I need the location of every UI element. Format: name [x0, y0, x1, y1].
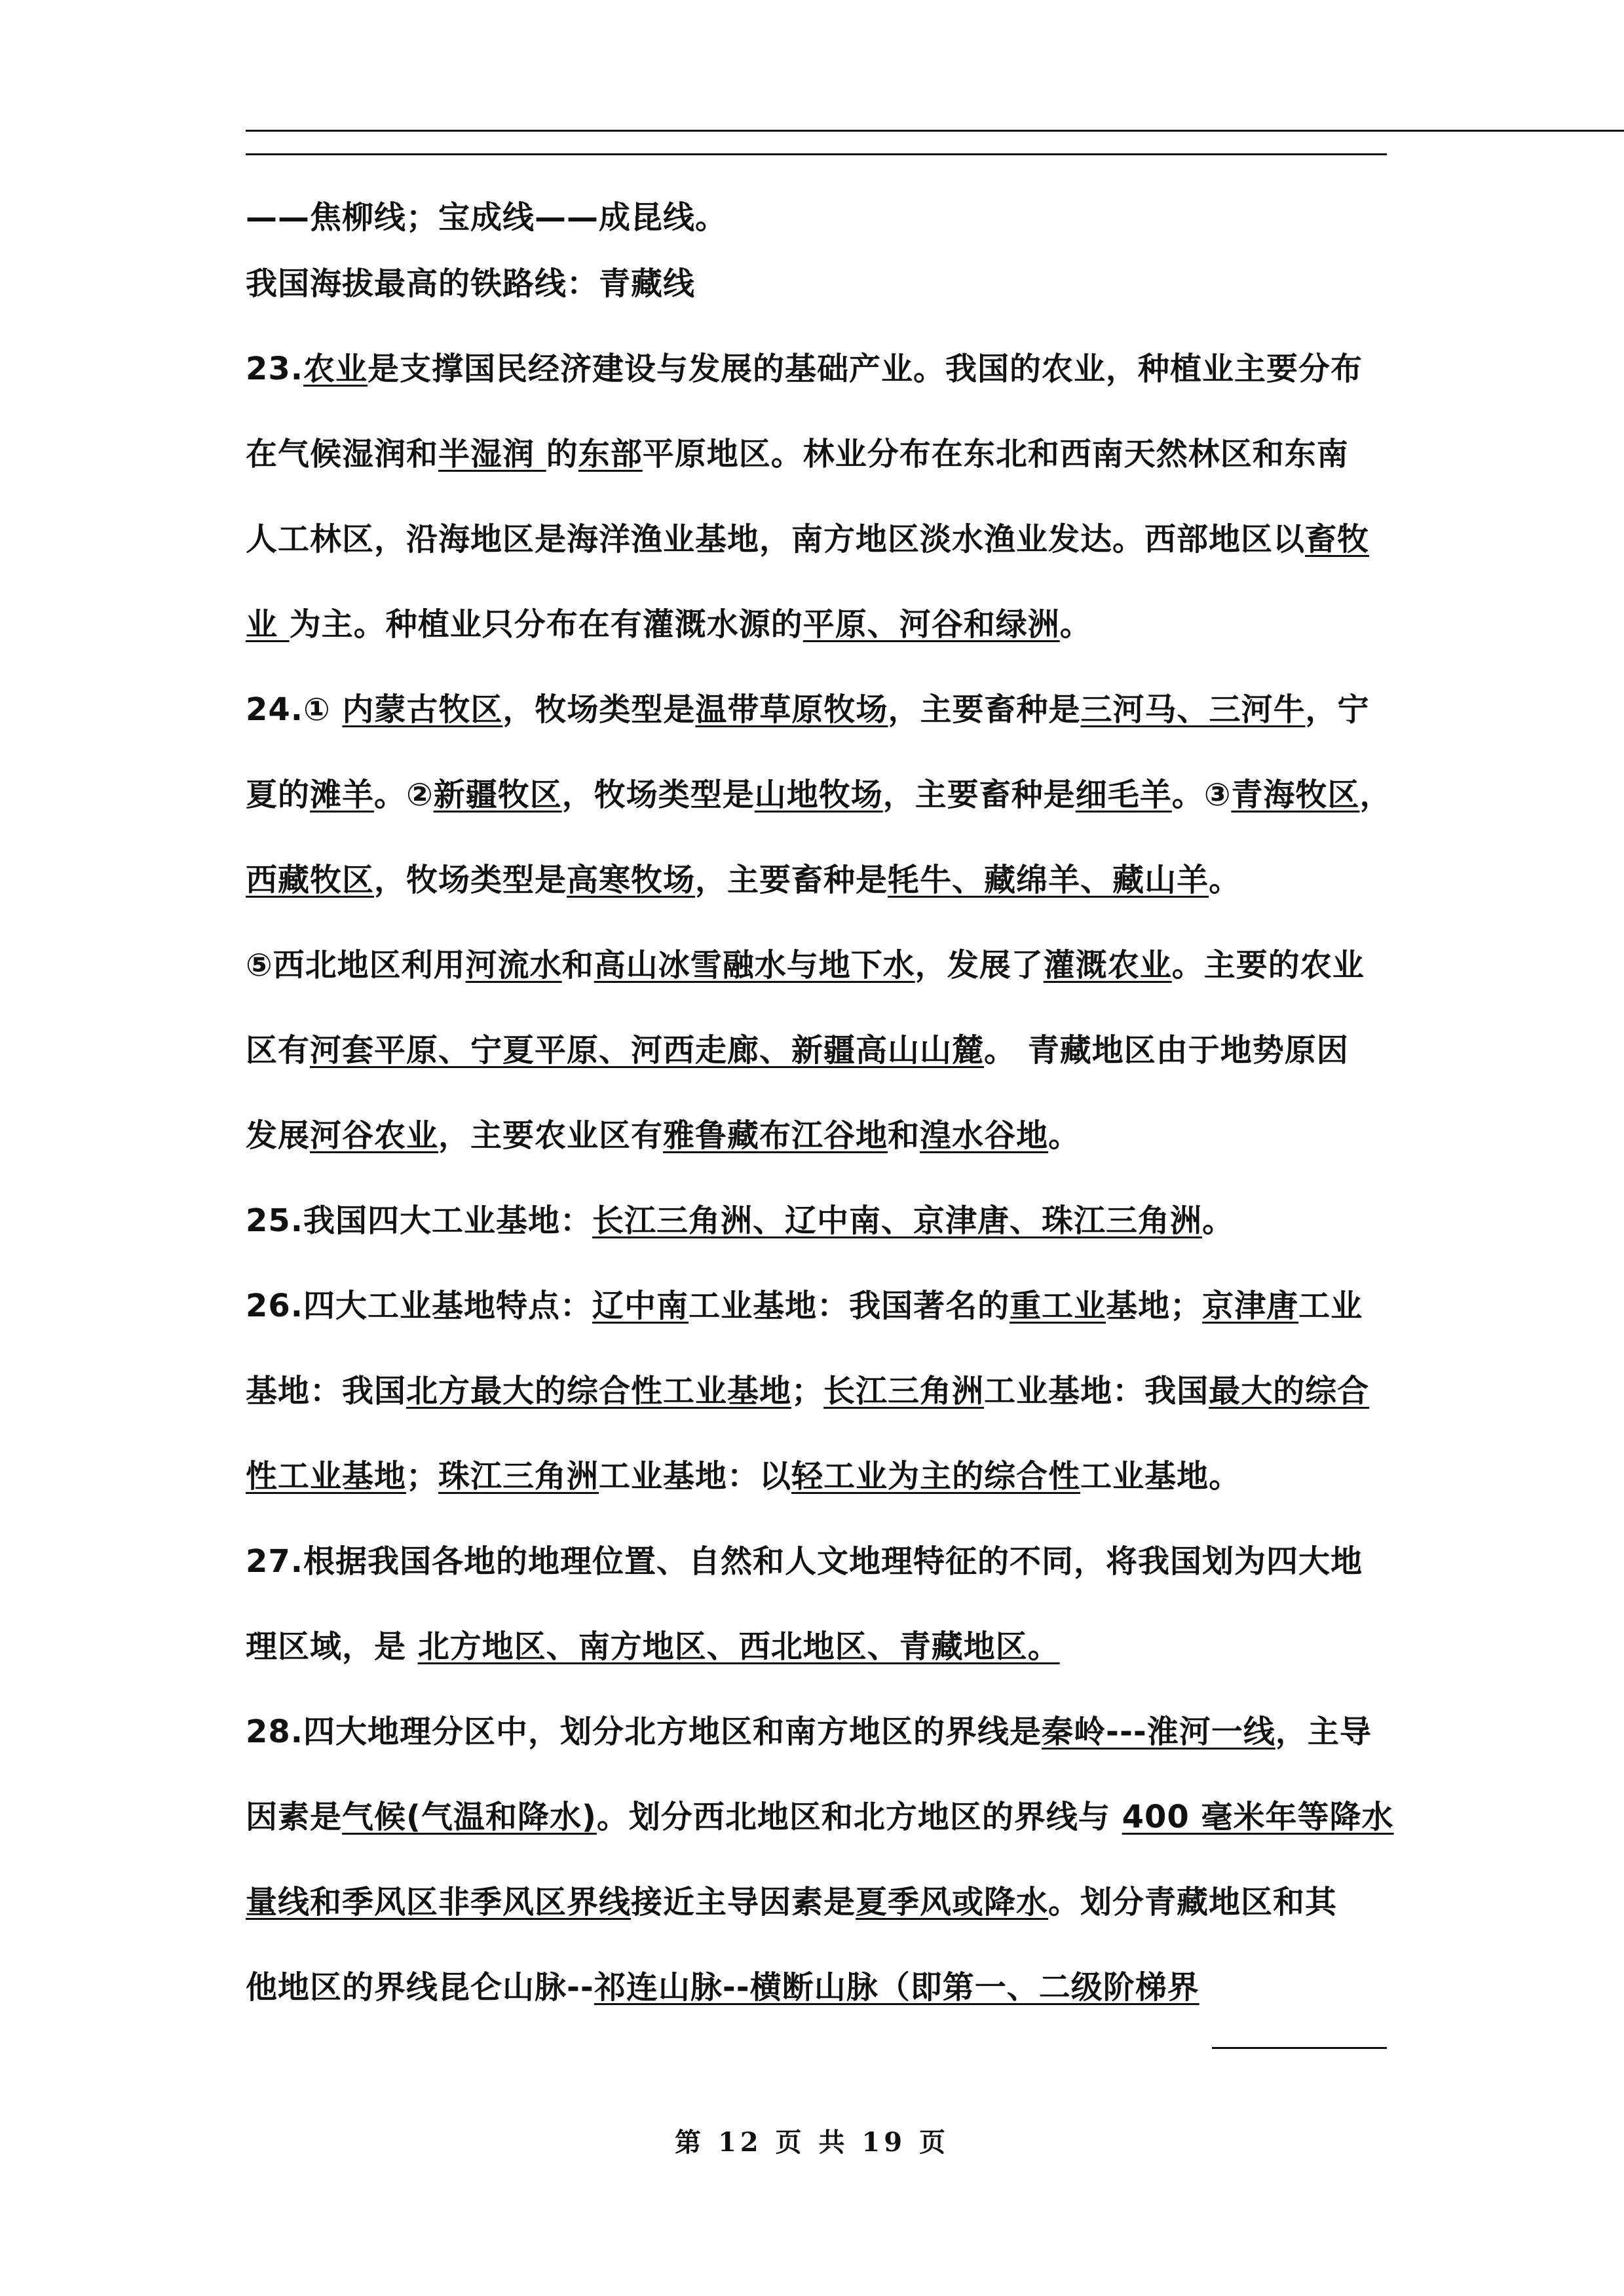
underlined-text: 夏季风或降水: [856, 1884, 1049, 1921]
underlined-text: 轻工业为主的综合性: [791, 1458, 1081, 1495]
text-segment: 接近主导因素是: [631, 1884, 856, 1921]
text-line: [246, 1008, 1445, 1093]
text-segment: 和: [888, 1117, 920, 1154]
text-segment: 基地：我国: [246, 1373, 407, 1409]
text-segment: 28.四大地理分区中，划分北方地区和南方地区的界线是: [246, 1713, 1042, 1750]
text-line: [246, 497, 1445, 582]
text-segment: ，主要畜种是: [888, 691, 1081, 728]
text-segment: ，牧场类型是: [561, 776, 755, 813]
text-line: [246, 1945, 1445, 2030]
text-segment: 工业基地：我国著名的: [689, 1288, 1010, 1324]
text-segment: 区有: [246, 1032, 311, 1069]
text-segment: 工业基地：我国: [984, 1373, 1209, 1409]
underlined-text: 半湿润: [438, 436, 546, 472]
text-segment: 。: [1059, 606, 1092, 643]
last-line-underline-extension: [1212, 2047, 1387, 2049]
text-line: [246, 1434, 1445, 1519]
underlined-text: 京津唐: [1202, 1288, 1299, 1324]
text-line: [246, 582, 1445, 667]
underlined-text: 性工业基地: [246, 1458, 407, 1495]
underlined-text: 河套平原、宁夏平原、河西走廊、新疆高山山麓: [310, 1032, 985, 1069]
text-segment: 。主要的农业: [1171, 947, 1365, 984]
text-segment: ，主要农业区有: [438, 1117, 664, 1154]
text-segment: 工业: [1298, 1288, 1363, 1324]
text-line: [246, 1860, 1445, 1945]
underlined-text: 内蒙古牧区: [342, 691, 503, 728]
text-segment: ——焦柳线；宝成线——成昆线。: [246, 199, 728, 236]
text-line: [246, 326, 1445, 411]
text-line: [246, 194, 1445, 241]
underlined-text: 山地牧场: [754, 776, 883, 813]
text-line: [246, 1349, 1445, 1434]
text-line: [246, 1774, 1445, 1860]
underlined-text: 平原、河谷和绿洲: [803, 606, 1060, 643]
underlined-text: 最大的综合: [1209, 1373, 1370, 1409]
underlined-text: 业: [246, 606, 290, 643]
text-segment: ；: [406, 1458, 439, 1495]
text-segment: 夏的: [246, 776, 311, 813]
text-segment: 。 青藏地区由于地势原因: [984, 1032, 1349, 1069]
underlined-text: 滩羊: [310, 776, 375, 813]
underlined-text: 农业: [303, 351, 368, 387]
underlined-text: 辽中南: [592, 1288, 689, 1324]
text-segment: 。: [1209, 862, 1241, 898]
text-line: [246, 837, 1445, 923]
underlined-text: 祁连山脉--横断山脉（即第一、二级阶梯界: [594, 1969, 1199, 2006]
text-segment: 的: [546, 436, 578, 472]
underlined-text: 长江三角洲: [823, 1373, 985, 1409]
text-segment: 。划分西北地区和北方地区的界线与: [596, 1799, 1122, 1835]
underlined-text: 量线和季风区非季风区界线: [246, 1884, 632, 1921]
text-segment: 24.①: [246, 691, 343, 728]
text-segment: 基地；: [1106, 1288, 1203, 1324]
text-segment: 理区域，是: [246, 1628, 418, 1665]
text-segment: ，发展了: [915, 947, 1044, 984]
text-line: [246, 241, 1445, 326]
underlined-text: 河流水: [465, 947, 562, 984]
underlined-text: 重工业: [1010, 1288, 1106, 1324]
text-line: [246, 1604, 1445, 1689]
underlined-text: 河谷农业: [310, 1117, 439, 1154]
text-segment: 。②: [374, 776, 434, 813]
text-segment: 。③: [1171, 776, 1232, 813]
text-segment: ⑤西北地区利用: [246, 947, 466, 984]
underlined-text: 高山冰雪融水与地下水: [594, 947, 915, 984]
text-segment: 人工林区，沿海地区是海洋渔业基地，南方地区淡水渔业发达。西部地区以: [246, 521, 1306, 558]
underlined-text: 畜牧: [1305, 521, 1370, 558]
underlined-text: 灌溉农业: [1043, 947, 1172, 984]
text-line: [246, 1263, 1445, 1349]
text-segment: ；: [791, 1373, 824, 1409]
text-segment: 。: [1048, 1117, 1081, 1154]
header-rule-top: [246, 130, 1624, 132]
text-line: [246, 1093, 1445, 1178]
text-line: [246, 1178, 1445, 1263]
underlined-text: 青海牧区: [1231, 776, 1360, 813]
underlined-text: 温带草原牧场: [695, 691, 888, 728]
underlined-text: 牦牛、藏绵羊、藏山羊: [888, 862, 1209, 898]
underlined-text: 高寒牧场: [567, 862, 696, 898]
text-segment: 工业基地。: [1080, 1458, 1241, 1495]
underlined-text: 湟水谷地: [920, 1117, 1049, 1154]
underlined-text: 细毛羊: [1075, 776, 1172, 813]
underlined-text: 新疆牧区: [433, 776, 562, 813]
underlined-text: 珠江三角洲: [438, 1458, 599, 1495]
text-segment: 平原地区。林业分布在东北和西南天然林区和东南: [642, 436, 1349, 472]
text-segment: ，主导: [1275, 1713, 1372, 1750]
text-line: [246, 667, 1445, 752]
underlined-text: 东部: [578, 436, 643, 472]
text-segment: ，牧场类型是: [374, 862, 567, 898]
text-segment: 因素是: [246, 1799, 343, 1835]
document-body: [246, 194, 1445, 2030]
text-segment: 。: [1202, 1202, 1235, 1239]
text-line: [246, 1519, 1445, 1604]
underlined-text: 长江三角洲、辽中南、京津唐、珠江三角洲: [592, 1202, 1203, 1239]
underlined-text: 气候(气温和降水): [342, 1799, 597, 1835]
text-segment: 25.我国四大工业基地：: [246, 1202, 593, 1239]
text-segment: 是支撑国民经济建设与发展的基础产业。我国的农业，种植业主要分布: [368, 351, 1363, 387]
text-segment: 在气候湿润和: [246, 436, 439, 472]
underlined-text: 北方地区、南方地区、西北地区、青藏地区。: [417, 1628, 1060, 1665]
text-line: [246, 1689, 1445, 1774]
text-segment: 和: [561, 947, 594, 984]
underlined-text: 北方最大的综合性工业基地: [406, 1373, 792, 1409]
text-segment: 他地区的界线昆仑山脉--: [246, 1969, 594, 2006]
underlined-text: 400 毫米年等降水: [1122, 1799, 1394, 1835]
text-segment: 。划分青藏地区和其: [1048, 1884, 1338, 1921]
text-segment: 27.根据我国各地的地理位置、自然和人文地理特征的不同，将我国划为四大地: [246, 1543, 1363, 1580]
text-segment: 26.四大工业基地特点：: [246, 1288, 593, 1324]
text-segment: 发展: [246, 1117, 311, 1154]
text-segment: ，宁: [1305, 691, 1370, 728]
text-segment: 23.: [246, 351, 304, 387]
text-segment: ，主要畜种是: [882, 776, 1076, 813]
text-segment: 我国海拔最高的铁路线：青藏线: [246, 265, 696, 302]
text-segment: ，: [1359, 776, 1392, 813]
page-footer: 第 12 页 共 19 页: [675, 2127, 949, 2158]
header-rule-second: [246, 153, 1387, 155]
text-segment: 工业基地：以: [599, 1458, 792, 1495]
text-line: [246, 923, 1445, 1008]
underlined-text: 三河马、三河牛: [1080, 691, 1306, 728]
text-line: [246, 752, 1445, 837]
underlined-text: 西藏牧区: [246, 862, 375, 898]
text-segment: 为主。种植业只分布在有灌溉水源的: [289, 606, 803, 643]
text-line: [246, 411, 1445, 497]
underlined-text: 秦岭---淮河一线: [1042, 1713, 1275, 1750]
text-segment: ，主要畜种是: [695, 862, 888, 898]
text-segment: ，牧场类型是: [502, 691, 696, 728]
underlined-text: 雅鲁藏布江谷地: [663, 1117, 888, 1154]
